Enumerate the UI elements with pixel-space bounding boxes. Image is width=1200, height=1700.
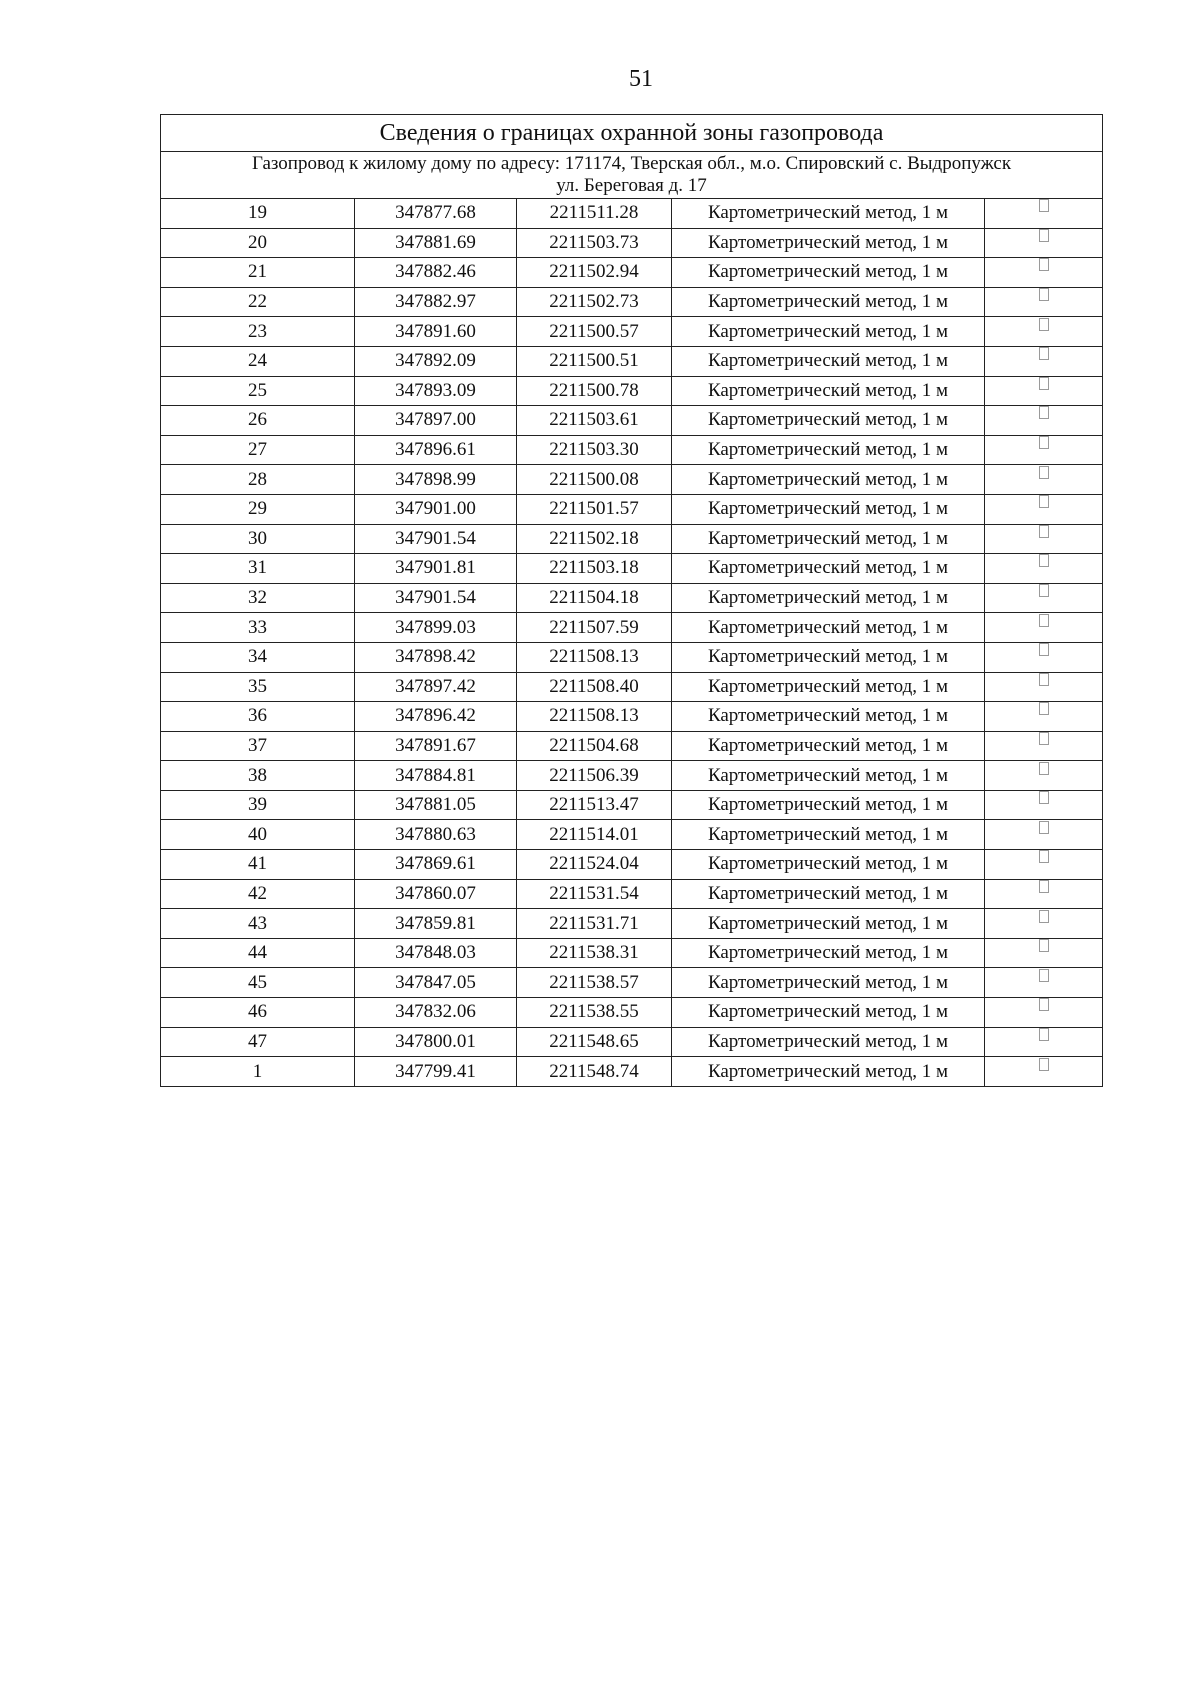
point-number-cell: 39: [161, 790, 355, 820]
checkbox-cell: [985, 287, 1103, 317]
method-cell: Картометрический метод, 1 м: [672, 258, 985, 288]
empty-box-icon: [1039, 495, 1049, 508]
method-cell: Картометрический метод, 1 м: [672, 879, 985, 909]
empty-box-icon: [1039, 554, 1049, 567]
empty-box-icon: [1039, 969, 1049, 982]
empty-box-icon: [1039, 436, 1049, 449]
table-row: [161, 199, 1103, 229]
checkbox-cell: [985, 258, 1103, 288]
empty-box-icon: [1039, 318, 1049, 331]
point-number-cell: 43: [161, 909, 355, 939]
checkbox-cell: [985, 228, 1103, 258]
coord-y-cell: 2211538.57: [517, 968, 672, 998]
table-row: [161, 287, 1103, 317]
method-cell: Картометрический метод, 1 м: [672, 731, 985, 761]
checkbox-cell: [985, 850, 1103, 880]
table-row: [161, 968, 1103, 998]
method-cell: Картометрический метод, 1 м: [672, 554, 985, 584]
point-number-cell: 34: [161, 642, 355, 672]
checkbox-cell: [985, 820, 1103, 850]
point-number-cell: 32: [161, 583, 355, 613]
coord-y-cell: 2211538.55: [517, 998, 672, 1028]
method-cell: Картометрический метод, 1 м: [672, 672, 985, 702]
empty-box-icon: [1039, 821, 1049, 834]
table-row: [161, 346, 1103, 376]
coord-x-cell: 347800.01: [355, 1027, 517, 1057]
checkbox-cell: [985, 879, 1103, 909]
point-number-cell: 37: [161, 731, 355, 761]
point-number-cell: 22: [161, 287, 355, 317]
coord-y-cell: 2211502.18: [517, 524, 672, 554]
checkbox-cell: [985, 435, 1103, 465]
point-number-cell: 42: [161, 879, 355, 909]
empty-box-icon: [1039, 406, 1049, 419]
coord-y-cell: 2211502.73: [517, 287, 672, 317]
coord-x-cell: 347882.97: [355, 287, 517, 317]
empty-box-icon: [1039, 791, 1049, 804]
boundary-table: [160, 114, 1103, 1087]
coord-y-cell: 2211508.40: [517, 672, 672, 702]
coord-y-cell: 2211531.54: [517, 879, 672, 909]
method-cell: Картометрический метод, 1 м: [672, 287, 985, 317]
coord-x-cell: 347848.03: [355, 938, 517, 968]
empty-box-icon: [1039, 702, 1049, 715]
coord-x-cell: 347898.42: [355, 642, 517, 672]
checkbox-cell: [985, 494, 1103, 524]
empty-box-icon: [1039, 525, 1049, 538]
coord-y-cell: 2211506.39: [517, 761, 672, 791]
method-cell: Картометрический метод, 1 м: [672, 524, 985, 554]
table-row: [161, 258, 1103, 288]
coord-y-cell: 2211501.57: [517, 494, 672, 524]
coord-x-cell: 347898.99: [355, 465, 517, 495]
coord-y-cell: 2211500.57: [517, 317, 672, 347]
checkbox-cell: [985, 761, 1103, 791]
coord-x-cell: 347891.67: [355, 731, 517, 761]
coord-y-cell: 2211500.08: [517, 465, 672, 495]
point-number-cell: 26: [161, 406, 355, 436]
point-number-cell: 36: [161, 702, 355, 732]
point-number-cell: 31: [161, 554, 355, 584]
table-row: [161, 642, 1103, 672]
table-row: [161, 613, 1103, 643]
empty-box-icon: [1039, 377, 1049, 390]
coord-y-cell: 2211503.73: [517, 228, 672, 258]
coord-y-cell: 2211508.13: [517, 702, 672, 732]
table-row: [161, 465, 1103, 495]
table-row: [161, 1057, 1103, 1087]
coord-y-cell: 2211503.18: [517, 554, 672, 584]
checkbox-cell: [985, 1027, 1103, 1057]
coord-y-cell: 2211503.30: [517, 435, 672, 465]
point-number-cell: 20: [161, 228, 355, 258]
checkbox-cell: [985, 406, 1103, 436]
coord-x-cell: 347893.09: [355, 376, 517, 406]
table-row: [161, 998, 1103, 1028]
point-number-cell: 47: [161, 1027, 355, 1057]
empty-box-icon: [1039, 466, 1049, 479]
empty-box-icon: [1039, 1028, 1049, 1041]
method-cell: Картометрический метод, 1 м: [672, 1057, 985, 1087]
empty-box-icon: [1039, 584, 1049, 597]
checkbox-cell: [985, 1057, 1103, 1087]
empty-box-icon: [1039, 288, 1049, 301]
table-subtitle: [161, 152, 1103, 199]
page-number: 51: [629, 66, 653, 92]
empty-box-icon: [1039, 998, 1049, 1011]
coord-x-cell: 347901.54: [355, 583, 517, 613]
checkbox-cell: [985, 790, 1103, 820]
point-number-cell: 27: [161, 435, 355, 465]
table-row: [161, 731, 1103, 761]
table-row: [161, 850, 1103, 880]
method-cell: Картометрический метод, 1 м: [672, 346, 985, 376]
method-cell: Картометрический метод, 1 м: [672, 850, 985, 880]
method-cell: Картометрический метод, 1 м: [672, 998, 985, 1028]
point-number-cell: 33: [161, 613, 355, 643]
coord-x-cell: 347896.61: [355, 435, 517, 465]
coord-y-cell: 2211507.59: [517, 613, 672, 643]
coord-x-cell: 347897.42: [355, 672, 517, 702]
method-cell: Картометрический метод, 1 м: [672, 583, 985, 613]
coord-x-cell: 347884.81: [355, 761, 517, 791]
coord-y-cell: 2211514.01: [517, 820, 672, 850]
table-row: [161, 583, 1103, 613]
coord-x-cell: 347869.61: [355, 850, 517, 880]
coord-x-cell: 347881.69: [355, 228, 517, 258]
checkbox-cell: [985, 199, 1103, 229]
point-number-cell: 45: [161, 968, 355, 998]
coord-x-cell: 347847.05: [355, 968, 517, 998]
coord-y-cell: 2211513.47: [517, 790, 672, 820]
point-number-cell: 41: [161, 850, 355, 880]
coord-x-cell: 347901.00: [355, 494, 517, 524]
method-cell: Картометрический метод, 1 м: [672, 938, 985, 968]
checkbox-cell: [985, 702, 1103, 732]
empty-box-icon: [1039, 673, 1049, 686]
coord-y-cell: 2211508.13: [517, 642, 672, 672]
method-cell: Картометрический метод, 1 м: [672, 406, 985, 436]
checkbox-cell: [985, 731, 1103, 761]
checkbox-cell: [985, 554, 1103, 584]
checkbox-cell: [985, 642, 1103, 672]
checkbox-cell: [985, 613, 1103, 643]
method-cell: Картометрический метод, 1 м: [672, 820, 985, 850]
checkbox-cell: [985, 998, 1103, 1028]
empty-box-icon: [1039, 614, 1049, 627]
table-row: [161, 761, 1103, 791]
coord-y-cell: 2211524.04: [517, 850, 672, 880]
method-cell: Картометрический метод, 1 м: [672, 968, 985, 998]
coord-x-cell: 347880.63: [355, 820, 517, 850]
empty-box-icon: [1039, 880, 1049, 893]
method-cell: Картометрический метод, 1 м: [672, 494, 985, 524]
coord-x-cell: 347891.60: [355, 317, 517, 347]
point-number-cell: 30: [161, 524, 355, 554]
table-row: [161, 1027, 1103, 1057]
coord-x-cell: 347799.41: [355, 1057, 517, 1087]
point-number-cell: 38: [161, 761, 355, 791]
coord-y-cell: 2211548.74: [517, 1057, 672, 1087]
table-subtitle-row: [161, 152, 1103, 199]
coord-y-cell: 2211531.71: [517, 909, 672, 939]
coord-x-cell: 347859.81: [355, 909, 517, 939]
method-cell: Картометрический метод, 1 м: [672, 761, 985, 791]
coord-y-cell: 2211500.78: [517, 376, 672, 406]
point-number-cell: 19: [161, 199, 355, 229]
coord-y-cell: 2211504.68: [517, 731, 672, 761]
table-row: [161, 909, 1103, 939]
method-cell: Картометрический метод, 1 м: [672, 1027, 985, 1057]
empty-box-icon: [1039, 199, 1049, 212]
table-row: [161, 435, 1103, 465]
table-row: [161, 317, 1103, 347]
table-row: [161, 790, 1103, 820]
point-number-cell: 46: [161, 998, 355, 1028]
table-row: [161, 672, 1103, 702]
checkbox-cell: [985, 465, 1103, 495]
empty-box-icon: [1039, 347, 1049, 360]
coord-y-cell: 2211538.31: [517, 938, 672, 968]
method-cell: Картометрический метод, 1 м: [672, 376, 985, 406]
point-number-cell: 44: [161, 938, 355, 968]
coord-x-cell: 347832.06: [355, 998, 517, 1028]
empty-box-icon: [1039, 732, 1049, 745]
method-cell: Картометрический метод, 1 м: [672, 317, 985, 347]
method-cell: Картометрический метод, 1 м: [672, 435, 985, 465]
table-row: [161, 879, 1103, 909]
checkbox-cell: [985, 909, 1103, 939]
checkbox-cell: [985, 524, 1103, 554]
table-title: Сведения о границах охранной зоны газопровода: [161, 115, 1103, 152]
coord-y-cell: 2211503.61: [517, 406, 672, 436]
coord-y-cell: 2211548.65: [517, 1027, 672, 1057]
method-cell: Картометрический метод, 1 м: [672, 228, 985, 258]
coord-x-cell: 347892.09: [355, 346, 517, 376]
coord-y-cell: 2211511.28: [517, 199, 672, 229]
method-cell: Картометрический метод, 1 м: [672, 613, 985, 643]
method-cell: Картометрический метод, 1 м: [672, 465, 985, 495]
empty-box-icon: [1039, 258, 1049, 271]
table-row: [161, 406, 1103, 436]
coord-y-cell: 2211504.18: [517, 583, 672, 613]
point-number-cell: 35: [161, 672, 355, 702]
checkbox-cell: [985, 376, 1103, 406]
table-row: [161, 938, 1103, 968]
coord-y-cell: 2211502.94: [517, 258, 672, 288]
coord-x-cell: 347897.00: [355, 406, 517, 436]
empty-box-icon: [1039, 850, 1049, 863]
checkbox-cell: [985, 317, 1103, 347]
point-number-cell: 21: [161, 258, 355, 288]
coord-x-cell: 347882.46: [355, 258, 517, 288]
empty-box-icon: [1039, 910, 1049, 923]
checkbox-cell: [985, 346, 1103, 376]
coord-x-cell: 347860.07: [355, 879, 517, 909]
table-row: [161, 524, 1103, 554]
table-row: [161, 376, 1103, 406]
point-number-cell: 25: [161, 376, 355, 406]
table-row: [161, 494, 1103, 524]
point-number-cell: 28: [161, 465, 355, 495]
point-number-cell: 24: [161, 346, 355, 376]
checkbox-cell: [985, 672, 1103, 702]
table-row: [161, 554, 1103, 584]
empty-box-icon: [1039, 229, 1049, 242]
coord-x-cell: 347901.81: [355, 554, 517, 584]
point-number-cell: 23: [161, 317, 355, 347]
table-row: [161, 228, 1103, 258]
table-row: [161, 820, 1103, 850]
method-cell: Картометрический метод, 1 м: [672, 909, 985, 939]
method-cell: Картометрический метод, 1 м: [672, 702, 985, 732]
subtitle-line-1: Газопровод к жилому дому по адресу: 171174, Тверская обл., м.о. Спировский с. Выдропужск: [251, 153, 1012, 174]
coord-x-cell: 347901.54: [355, 524, 517, 554]
method-cell: Картометрический метод, 1 м: [672, 642, 985, 672]
empty-box-icon: [1039, 939, 1049, 952]
table-row: [161, 702, 1103, 732]
method-cell: Картометрический метод, 1 м: [672, 199, 985, 229]
empty-box-icon: [1039, 762, 1049, 775]
checkbox-cell: [985, 968, 1103, 998]
subtitle-line-2: ул. Береговая д. 17: [556, 175, 707, 196]
checkbox-cell: [985, 938, 1103, 968]
method-cell: Картометрический метод, 1 м: [672, 790, 985, 820]
point-number-cell: 29: [161, 494, 355, 524]
checkbox-cell: [985, 583, 1103, 613]
empty-box-icon: [1039, 1058, 1049, 1071]
coord-x-cell: 347881.05: [355, 790, 517, 820]
point-number-cell: 40: [161, 820, 355, 850]
coord-x-cell: 347899.03: [355, 613, 517, 643]
coord-x-cell: 347877.68: [355, 199, 517, 229]
coord-x-cell: 347896.42: [355, 702, 517, 732]
empty-box-icon: [1039, 643, 1049, 656]
point-number-cell: 1: [161, 1057, 355, 1087]
coord-y-cell: 2211500.51: [517, 346, 672, 376]
table-title-row: [161, 115, 1103, 152]
